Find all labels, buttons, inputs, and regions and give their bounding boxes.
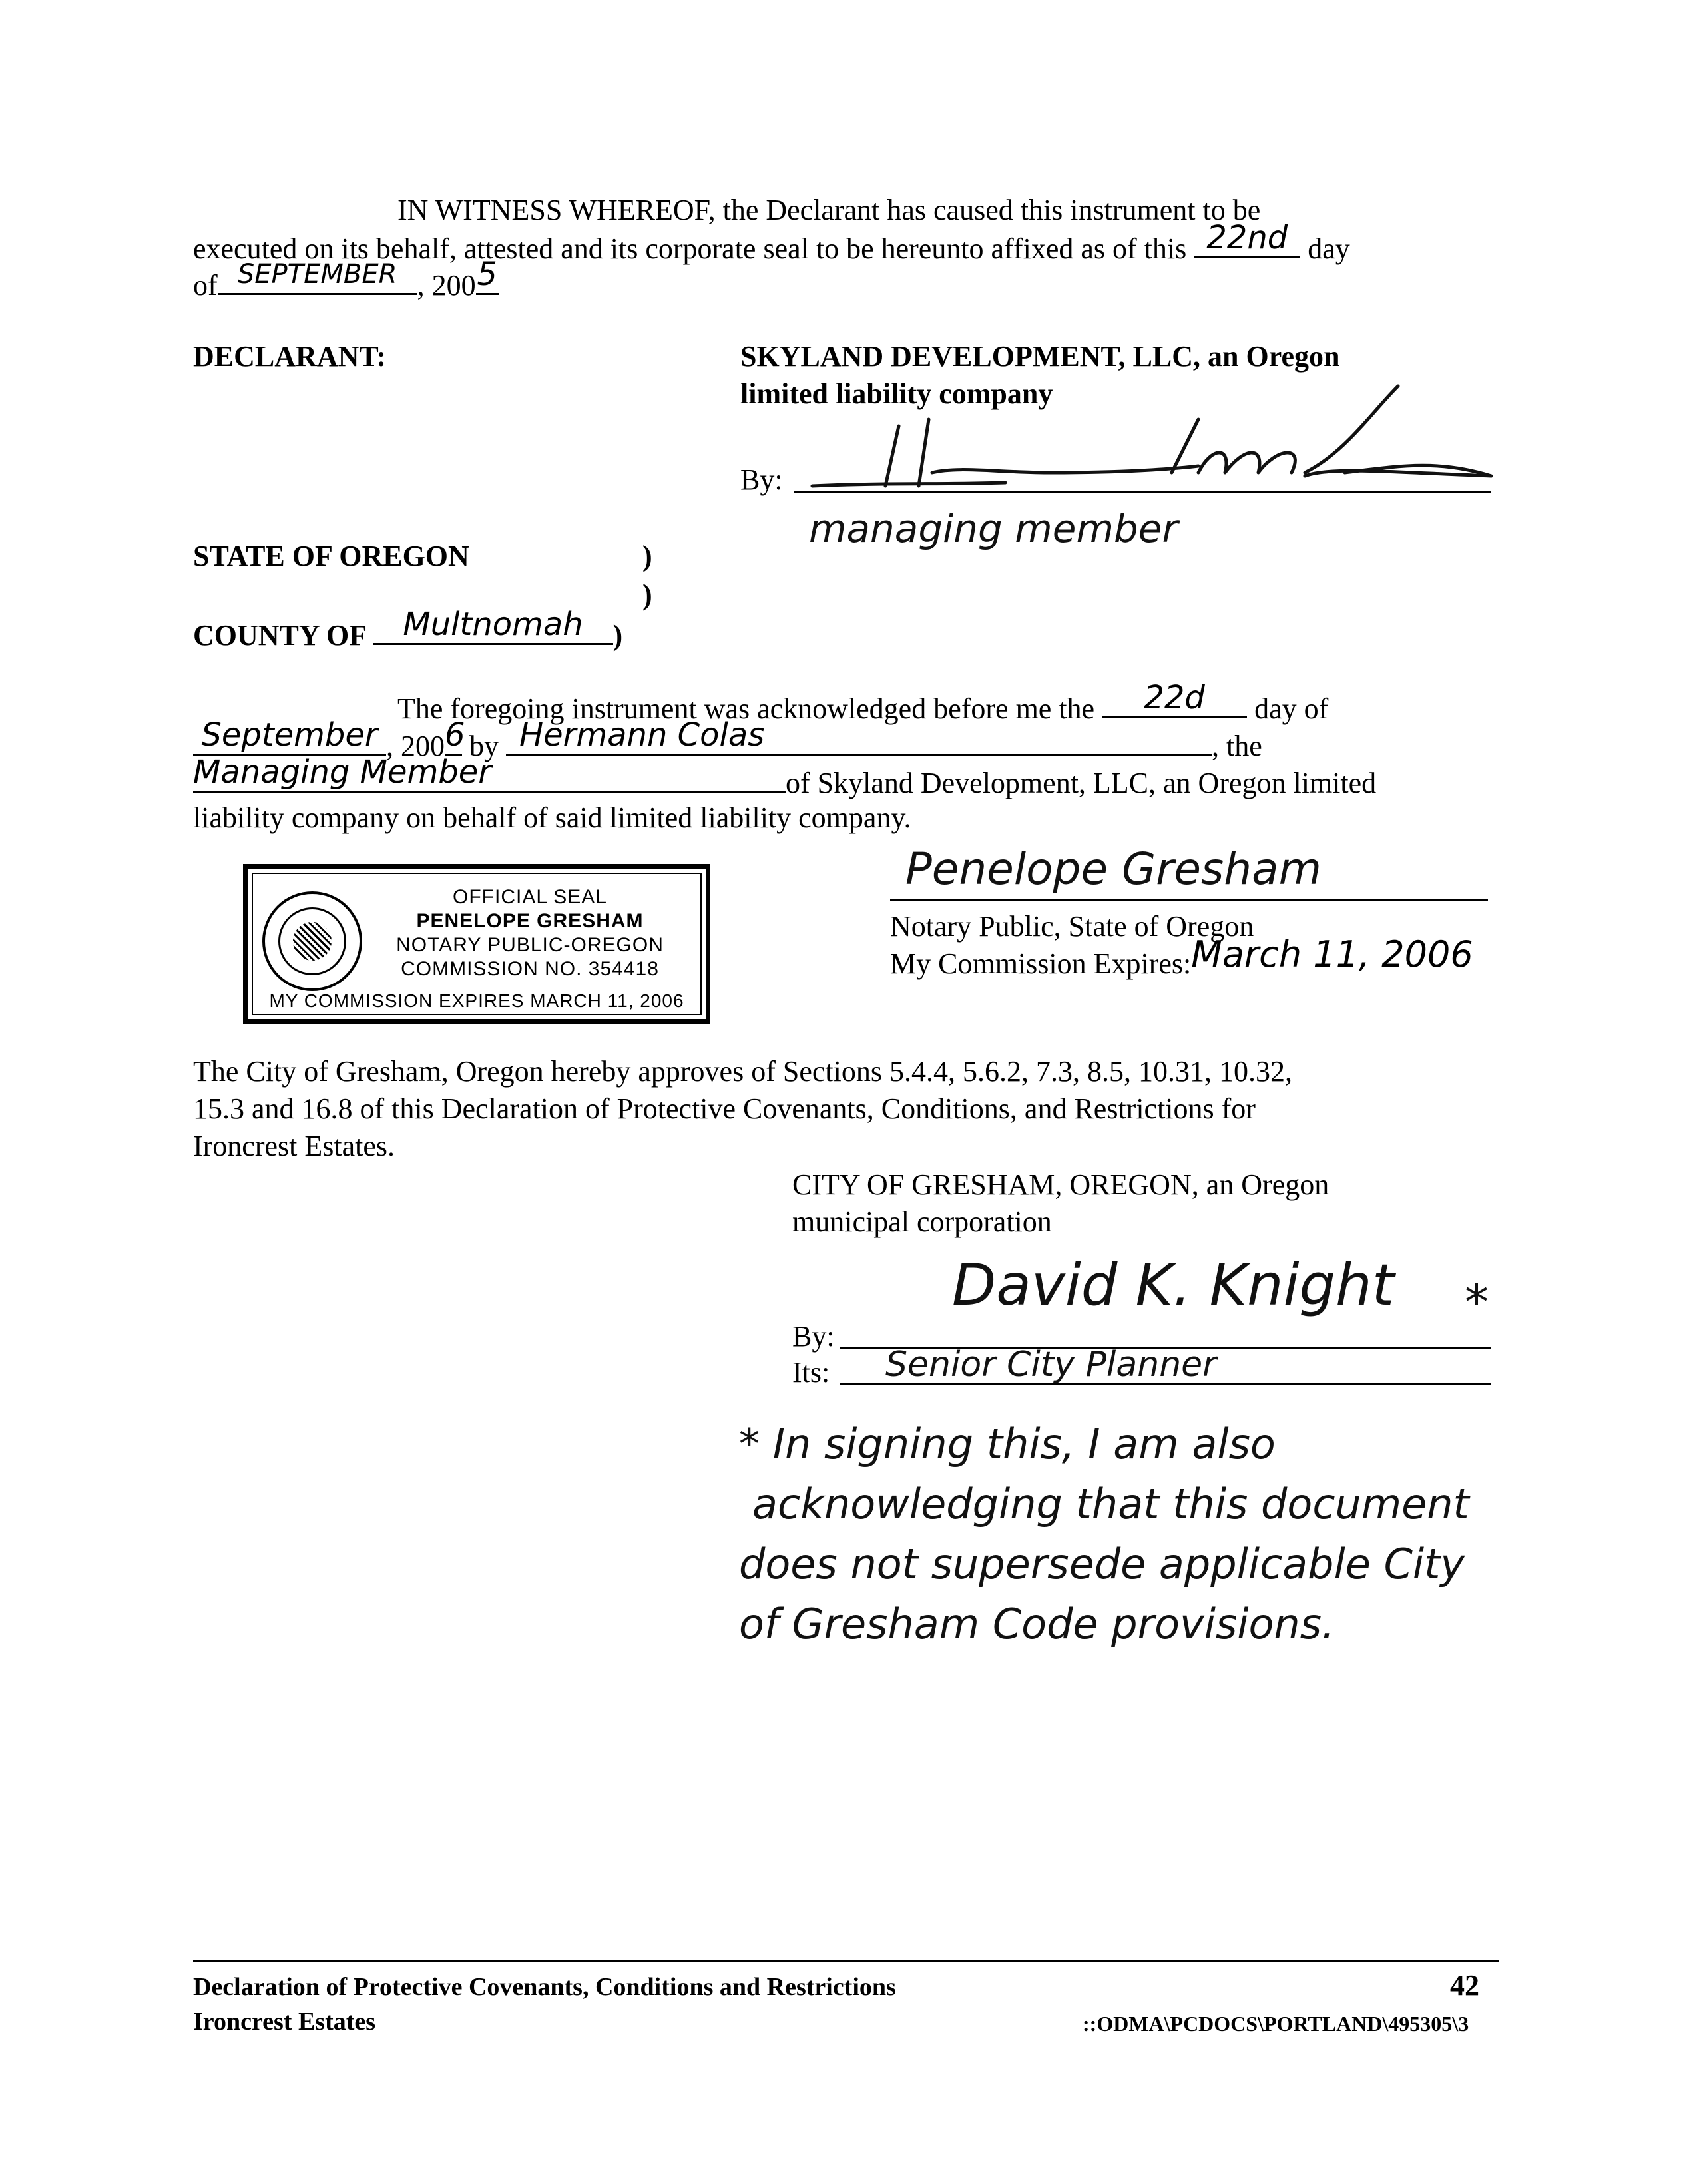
city-its-handwriting: Senior City Planner bbox=[885, 1345, 1217, 1385]
county-line bbox=[193, 606, 623, 653]
city-signature: David K. Knight bbox=[952, 1252, 1395, 1319]
ack-by-word: by bbox=[469, 730, 499, 762]
ack-year-handwriting: 6 bbox=[445, 716, 465, 754]
seal-line-2: PENELOPE GRESHAM bbox=[416, 910, 644, 932]
ack-line-3-text: of Skyland Development, LLC, an Oregon limited bbox=[786, 767, 1377, 799]
ack-day-blank bbox=[1102, 679, 1247, 718]
witness-year-handwriting: 5 bbox=[477, 256, 497, 293]
state-label: STATE OF OREGON bbox=[193, 540, 469, 572]
notary-expires-blank bbox=[1191, 933, 1473, 975]
city-note-line-1: * In signing this, I am also bbox=[739, 1420, 1276, 1468]
venue-paren-3: ) bbox=[612, 619, 623, 652]
footer-title-line-1: Declaration of Protective Covenants, Conditions and Restrictions bbox=[193, 1973, 896, 2001]
ack-name-handwriting: Hermann Colas bbox=[519, 716, 765, 754]
witness-line-1: IN WITNESS WHEREOF, the Declarant has caused this instrument to be bbox=[397, 194, 1261, 226]
declarant-company-line-2: limited liability company bbox=[740, 377, 1053, 410]
city-its-label: Its: bbox=[792, 1356, 830, 1389]
declarant-title-handwriting: managing member bbox=[809, 506, 1178, 551]
seal-line-4: COMMISSION NO. 354418 bbox=[401, 958, 659, 980]
declarant-company-line-1: SKYLAND DEVELOPMENT, LLC, an Oregon bbox=[740, 340, 1340, 373]
ack-month-handwriting: September bbox=[201, 716, 378, 754]
ack-title-blank bbox=[193, 754, 786, 793]
county-handwriting: Multnomah bbox=[403, 606, 583, 643]
witness-month-blank bbox=[218, 259, 417, 295]
city-para-line-1: The City of Gresham, Oregon hereby approves of Sections 5.4.4, 5.6.2, 7.3, 8.5, 10.31, 10.32, bbox=[193, 1055, 1292, 1088]
witness-line-3 bbox=[193, 256, 499, 303]
notary-expires-label: My Commission Expires: bbox=[890, 947, 1192, 980]
city-by-label: By: bbox=[792, 1320, 835, 1353]
ack-day-handwriting: 22d bbox=[1144, 679, 1205, 716]
notary-expires-handwriting: March 11, 2006 bbox=[1191, 933, 1473, 975]
city-para-line-3: Ironcrest Estates. bbox=[193, 1130, 395, 1162]
witness-month-handwriting: SEPTEMBER bbox=[237, 259, 397, 290]
witness-line-2-text: executed on its behalf, attested and its corporate seal to be hereunto affixed as of this bbox=[193, 232, 1187, 265]
notary-signature: Penelope Gresham bbox=[905, 843, 1322, 895]
footer-rule bbox=[193, 1960, 1499, 1962]
seal-line-1: OFFICIAL SEAL bbox=[453, 886, 607, 908]
declarant-label: DECLARANT: bbox=[193, 340, 387, 373]
seal-line-3: NOTARY PUBLIC-OREGON bbox=[396, 934, 664, 956]
city-note-line-2: acknowledging that this document bbox=[752, 1480, 1469, 1528]
footer-page-number: 42 bbox=[1450, 1969, 1479, 2002]
witness-day-word: day bbox=[1308, 232, 1350, 265]
seal-line-5: MY COMMISSION EXPIRES MARCH 11, 2006 bbox=[269, 990, 684, 1011]
ack-title-handwriting: Managing Member bbox=[193, 754, 492, 791]
ack-the-word: , the bbox=[1212, 730, 1262, 762]
footer-doc-id: ::ODMA\PCDOCS\PORTLAND\495305\3 bbox=[1083, 2012, 1469, 2036]
city-signature-asterisk: * bbox=[1465, 1274, 1489, 1330]
witness-of-word: of bbox=[193, 269, 218, 302]
city-name-line-2: municipal corporation bbox=[792, 1205, 1052, 1238]
ack-line-3 bbox=[193, 754, 1377, 801]
ack-line-1-text: The foregoing instrument was acknowledged before me the bbox=[397, 692, 1095, 725]
ack-day-of: day of bbox=[1254, 692, 1329, 725]
county-blank bbox=[373, 606, 613, 645]
footer-title-line-2: Ironcrest Estates bbox=[193, 2008, 376, 2036]
city-name-line-1: CITY OF GRESHAM, OREGON, an Oregon bbox=[792, 1168, 1330, 1201]
ack-name-blank bbox=[506, 716, 1212, 756]
witness-day-blank bbox=[1194, 219, 1300, 258]
ack-year-prefix: , 200 bbox=[386, 730, 445, 762]
city-note-line-4: of Gresham Code provisions. bbox=[739, 1600, 1335, 1648]
witness-year-blank bbox=[476, 256, 499, 295]
witness-year-prefix: , 200 bbox=[417, 269, 476, 302]
ack-month-blank bbox=[193, 716, 386, 756]
ack-year-blank bbox=[445, 716, 465, 756]
declarant-signature bbox=[799, 373, 1505, 506]
ack-line-4: liability company on behalf of said limited liability company. bbox=[193, 801, 911, 834]
city-para-line-2: 15.3 and 16.8 of this Declaration of Protective Covenants, Conditions, and Restrictions for bbox=[193, 1092, 1256, 1125]
witness-day-handwriting: 22nd bbox=[1206, 219, 1288, 256]
venue-paren-1: ) bbox=[642, 540, 652, 572]
notary-signature-line bbox=[890, 899, 1488, 901]
official-seal-stamp bbox=[243, 864, 710, 1024]
venue-paren-2: ) bbox=[642, 578, 652, 611]
notary-title: Notary Public, State of Oregon bbox=[890, 910, 1254, 943]
declarant-by-label: By: bbox=[740, 463, 783, 496]
city-note-line-3: does not supersede applicable City bbox=[739, 1540, 1465, 1588]
county-label: COUNTY OF bbox=[193, 619, 366, 652]
notary-expires-line bbox=[890, 933, 1473, 981]
